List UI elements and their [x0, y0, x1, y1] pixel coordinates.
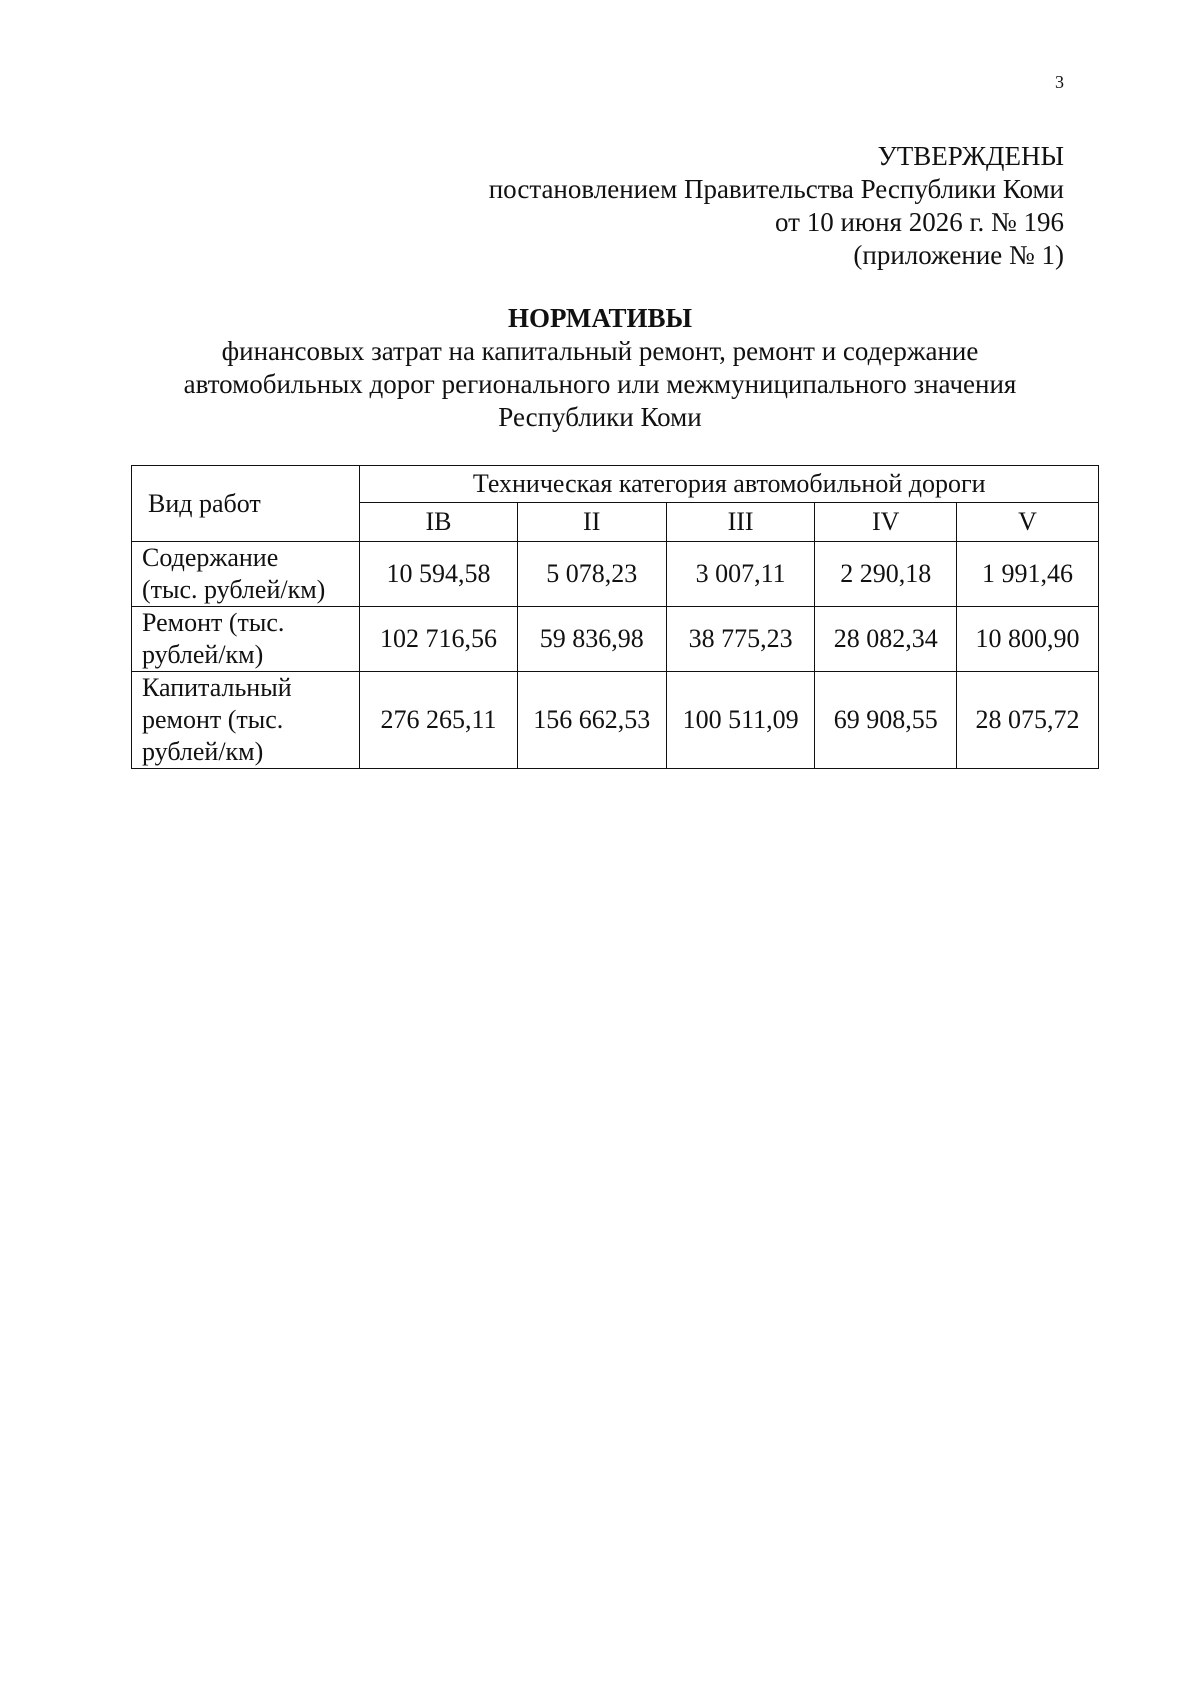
- table-cell: 156 662,53: [517, 672, 666, 769]
- table-cell: 10 594,58: [360, 542, 517, 607]
- table-cell: 59 836,98: [517, 607, 666, 672]
- header-road-category: Техническая категория автомобильной дороги: [360, 466, 1099, 503]
- row-label-line: Ремонт (тыс.: [142, 608, 285, 637]
- table-row: [132, 672, 1099, 769]
- row-label-line: рублей/км): [142, 737, 264, 766]
- header-category-iii: III: [666, 503, 814, 542]
- table-cell: 100 511,09: [666, 672, 814, 769]
- table-row: [132, 607, 1099, 672]
- header-work-type: Вид работ: [132, 466, 360, 542]
- header-category-v: V: [957, 503, 1099, 542]
- row-label-repair: [132, 607, 360, 672]
- header-category-iv: IV: [815, 503, 957, 542]
- table-cell: 28 075,72: [957, 672, 1099, 769]
- document-title: НОРМАТИВЫ: [507, 303, 693, 333]
- table-cell: 10 800,90: [957, 607, 1099, 672]
- table-cell: 276 265,11: [360, 672, 517, 769]
- row-label-line: Капитальный: [142, 673, 292, 702]
- approval-block: [489, 140, 1064, 272]
- document-subtitle-line-2: автомобильных дорог регионального или межмуниципального значения: [183, 369, 1017, 399]
- row-label-line: рублей/км): [142, 640, 264, 669]
- approval-heading: УТВЕРЖДЕНЫ: [877, 141, 1064, 171]
- row-label-line: (тыс. рублей/км): [142, 575, 326, 604]
- table-cell: 2 290,18: [815, 542, 957, 607]
- table-cell: 1 991,46: [957, 542, 1099, 607]
- row-label-line: Содержание: [142, 543, 279, 572]
- approval-decree: постановлением Правительства Республики Коми: [488, 174, 1064, 204]
- table-cell: 28 082,34: [815, 607, 957, 672]
- table-cell: 102 716,56: [360, 607, 517, 672]
- document-title-block: [0, 302, 1200, 434]
- table-cell: 5 078,23: [517, 542, 666, 607]
- row-label-line: ремонт (тыс.: [142, 705, 284, 734]
- table-cell: 3 007,11: [666, 542, 814, 607]
- table-row: [132, 542, 1099, 607]
- document-subtitle-line-3: Республики Коми: [498, 402, 702, 432]
- table-cell: 38 775,23: [666, 607, 814, 672]
- document-subtitle-line-1: финансовых затрат на капитальный ремонт, ремонт и содержание: [221, 336, 979, 366]
- header-category-ii: II: [517, 503, 666, 542]
- row-label-capital-repair: [132, 672, 360, 769]
- page-number: 3: [1055, 72, 1064, 92]
- norms-table: [131, 465, 1099, 769]
- row-label-maintenance: [132, 542, 360, 607]
- header-category-ib: IB: [360, 503, 517, 542]
- approval-date: от 10 июня 2026 г. № 196: [775, 207, 1064, 237]
- approval-appendix: (приложение № 1): [853, 240, 1064, 270]
- table-cell: 69 908,55: [815, 672, 957, 769]
